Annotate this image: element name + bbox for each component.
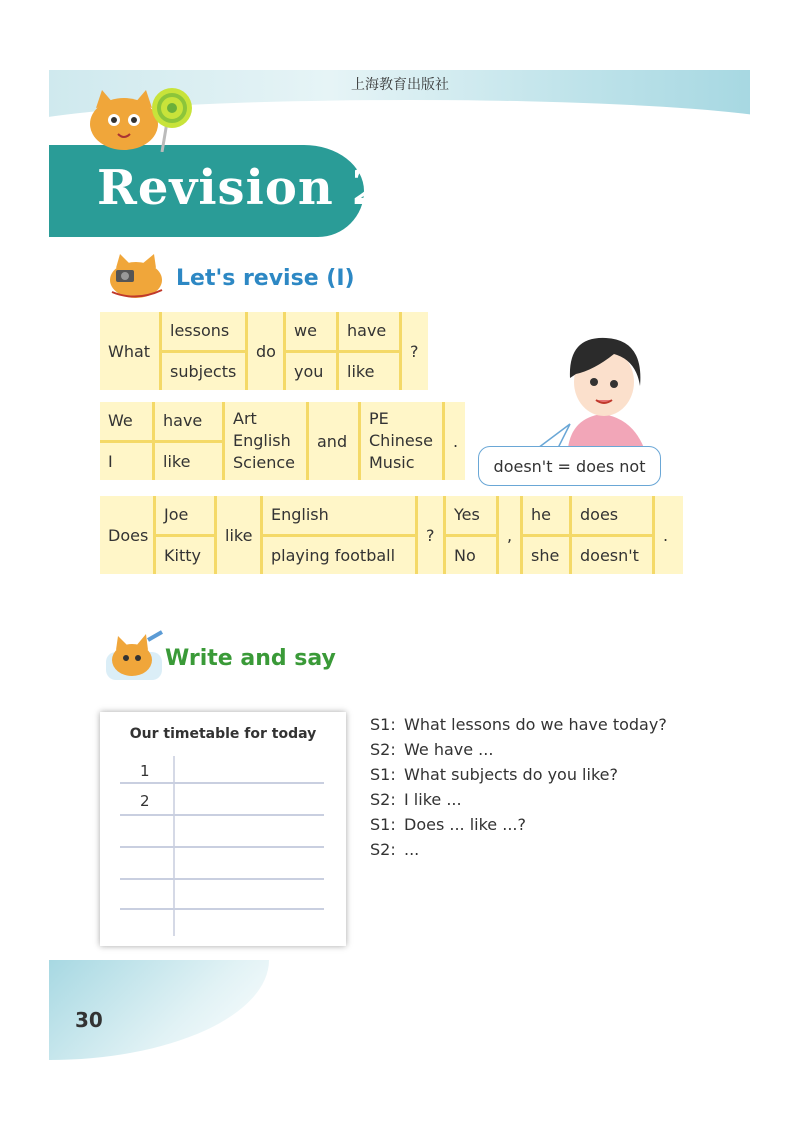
table-cell: like xyxy=(155,440,222,481)
sentence-table-3 xyxy=(100,496,683,574)
table-cell: , xyxy=(499,496,523,574)
subject-text: PE xyxy=(369,409,389,428)
table-column xyxy=(572,496,655,574)
section-title-write: Write and say xyxy=(165,646,336,671)
publisher-name: 上海教育出版社 xyxy=(351,77,449,93)
dialog-text: ... xyxy=(404,840,420,859)
table-column xyxy=(263,496,418,574)
subject-text: Art xyxy=(233,409,257,428)
table-cell: ? xyxy=(402,312,428,390)
cat-pencil-icon xyxy=(102,630,166,688)
subject-text: Music xyxy=(369,453,415,472)
table-cell: Joe xyxy=(156,496,214,534)
timetable-number: 1 xyxy=(140,762,150,780)
table-cell: subjects xyxy=(162,350,245,391)
table-cell: like xyxy=(217,496,263,574)
dialog-line xyxy=(370,737,667,762)
section-title-revise: Let's revise (I) xyxy=(176,266,355,291)
dialog-block xyxy=(370,712,667,862)
table-cell: I xyxy=(100,440,152,481)
table-cell: she xyxy=(523,534,569,575)
table-cell: . xyxy=(445,402,465,480)
cat-camera-icon xyxy=(102,250,172,302)
table-cell: doesn't xyxy=(572,534,652,575)
table-cell: like xyxy=(339,350,399,391)
table-cell: . xyxy=(655,496,683,574)
table-column xyxy=(162,312,248,390)
table-cell: ? xyxy=(418,496,446,574)
timetable-line xyxy=(120,878,324,880)
table-cell: he xyxy=(523,496,569,534)
timetable-card xyxy=(100,712,346,946)
table-column xyxy=(446,496,499,574)
table-cell: playing football xyxy=(263,534,415,575)
dialog-line xyxy=(370,712,667,737)
table-column xyxy=(339,312,402,390)
speaker-label: S1: xyxy=(370,765,396,784)
table-column xyxy=(155,402,225,480)
subject-text: Science xyxy=(233,453,296,472)
table-column xyxy=(523,496,572,574)
speaker-label: S2: xyxy=(370,790,396,809)
page-number: 30 xyxy=(75,1008,103,1032)
table-cell: English xyxy=(263,496,415,534)
dialog-text: We have ... xyxy=(404,740,494,759)
speaker-label: S2: xyxy=(370,740,396,759)
table-column xyxy=(286,312,339,390)
table-cell: No xyxy=(446,534,496,575)
table-cell: we xyxy=(286,312,336,350)
sentence-table-1 xyxy=(100,312,428,390)
speaker-label: S1: xyxy=(370,815,396,834)
table-column xyxy=(100,402,155,480)
subject-text: Chinese xyxy=(369,431,433,450)
table-cell: you xyxy=(286,350,336,391)
dialog-line xyxy=(370,762,667,787)
table-cell: does xyxy=(572,496,652,534)
cat-lollipop-icon xyxy=(72,86,202,152)
dialog-line xyxy=(370,812,667,837)
table-cell: have xyxy=(339,312,399,350)
timetable-line xyxy=(120,846,324,848)
table-column xyxy=(156,496,217,574)
timetable-line xyxy=(120,782,324,784)
table-cell: lessons xyxy=(162,312,245,350)
table-cell-subjects-1 xyxy=(225,402,309,480)
sentence-table-2 xyxy=(100,402,465,480)
subject-text: English xyxy=(233,431,291,450)
speaker-label: S2: xyxy=(370,840,396,859)
table-cell: Does xyxy=(100,496,156,574)
timetable-number: 2 xyxy=(140,792,150,810)
dialog-text: What lessons do we have today? xyxy=(404,715,667,734)
timetable-line xyxy=(120,814,324,816)
dialog-text: Does ... like ...? xyxy=(404,815,526,834)
table-cell: Kitty xyxy=(156,534,214,575)
dialog-line xyxy=(370,787,667,812)
table-cell: have xyxy=(155,402,222,440)
speaker-label: S1: xyxy=(370,715,396,734)
dialog-text: What subjects do you like? xyxy=(404,765,618,784)
table-cell-subjects-2 xyxy=(361,402,445,480)
page-title: Revision 2 xyxy=(97,160,386,216)
table-cell: do xyxy=(248,312,286,390)
timetable-line xyxy=(120,908,324,910)
timetable-title: Our timetable for today xyxy=(129,726,317,742)
table-cell: What xyxy=(100,312,162,390)
table-cell: Yes xyxy=(446,496,496,534)
dialog-line xyxy=(370,837,667,862)
table-cell: and xyxy=(309,402,361,480)
speech-bubble: doesn't = does not xyxy=(478,446,661,486)
table-cell: We xyxy=(100,402,152,440)
dialog-text: I like ... xyxy=(404,790,462,809)
